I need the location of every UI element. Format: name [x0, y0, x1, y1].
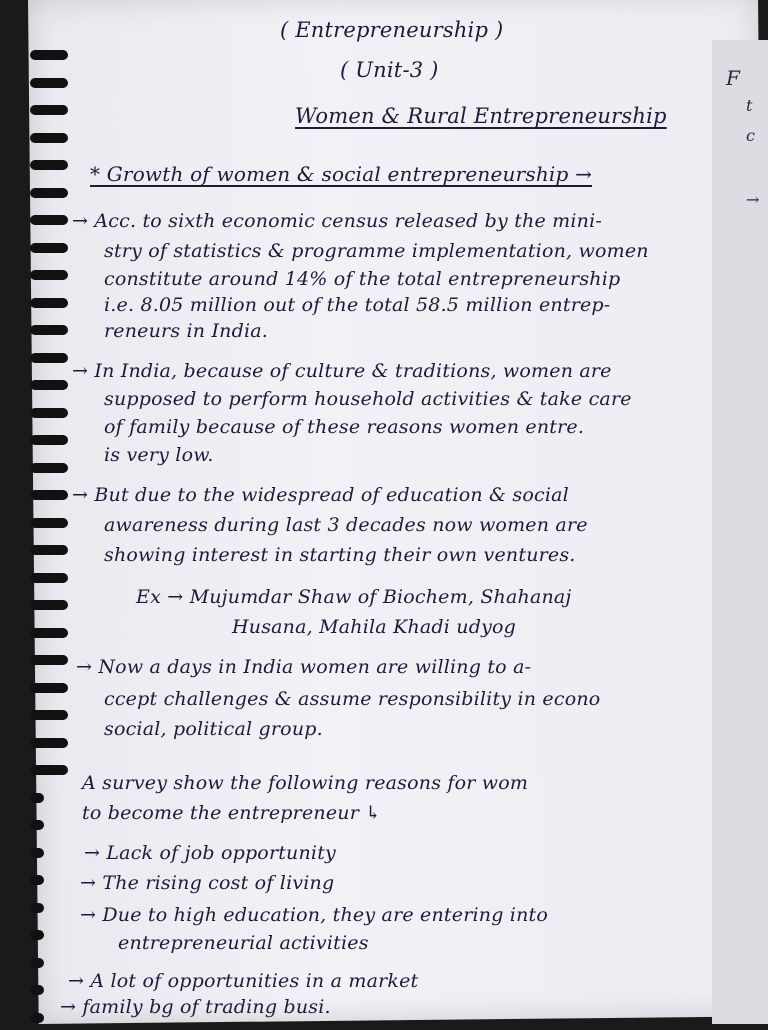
unit-label: ( Unit-3 )	[340, 58, 439, 82]
spiral-ring	[30, 1013, 44, 1023]
point1-line3: constitute around 14% of the total entrepreneurship	[104, 268, 621, 290]
example-line2: Husana, Mahila Khadi udyog	[232, 616, 517, 638]
point1-line1: → Acc. to sixth economic census released by the mini-	[72, 210, 602, 232]
spiral-ring	[30, 710, 68, 720]
spiral-ring	[30, 215, 68, 225]
spiral-ring	[30, 600, 68, 610]
survey-intro-line2: to become the entrepreneur ↳	[82, 802, 382, 824]
point2-line1: → In India, because of culture & traditions, women are	[72, 360, 612, 382]
point2-line4: is very low.	[104, 444, 214, 466]
spiral-ring	[30, 930, 44, 940]
margin-letter-t: t	[746, 96, 753, 115]
spiral-ring	[30, 50, 68, 60]
spiral-ring	[30, 628, 68, 638]
point2-line2: supposed to perform household activities & take care	[104, 388, 632, 410]
spiral-ring	[30, 683, 68, 693]
next-page-edge	[712, 40, 768, 1024]
reason-4: → A lot of opportunities in a market	[68, 970, 419, 992]
spiral-ring	[30, 738, 68, 748]
point3-line2: awareness during last 3 decades now women are	[104, 514, 588, 536]
spiral-ring	[30, 820, 44, 830]
topic-title: Women & Rural Entrepreneurship	[295, 104, 667, 128]
point4-line1: → Now a days in India women are willing to a-	[76, 656, 532, 678]
spiral-ring	[30, 270, 68, 280]
spiral-ring	[30, 765, 68, 775]
point4-line2: ccept challenges & assume responsibility in econo	[104, 688, 601, 710]
point3-line1: → But due to the widespread of education & social	[72, 484, 569, 506]
reason-3-cont: entrepreneurial activities	[118, 932, 369, 954]
reason-1: → Lack of job opportunity	[84, 842, 336, 864]
section-heading: * Growth of women & social entrepreneurship →	[90, 162, 593, 186]
spiral-ring	[30, 655, 68, 665]
point1-line5: reneurs in India.	[104, 320, 269, 342]
spiral-ring	[30, 105, 68, 115]
spiral-ring	[30, 903, 44, 913]
spiral-ring	[30, 793, 44, 803]
margin-letter-f: F	[726, 66, 740, 90]
survey-intro-line1: A survey show the following reasons for wom	[82, 772, 529, 794]
spiral-ring	[30, 380, 68, 390]
spiral-ring	[30, 243, 68, 253]
spiral-ring	[30, 435, 68, 445]
spiral-ring	[30, 298, 68, 308]
spiral-ring	[30, 133, 68, 143]
spiral-ring	[30, 160, 68, 170]
spiral-ring	[30, 188, 68, 198]
spiral-ring	[30, 958, 44, 968]
spiral-ring	[30, 353, 68, 363]
spiral-ring	[30, 573, 68, 583]
example-line1: Ex → Mujumdar Shaw of Biochem, Shahanaj	[136, 586, 572, 608]
reason-3: → Due to high education, they are entering into	[80, 904, 548, 926]
spiral-ring	[30, 518, 68, 528]
spiral-ring	[30, 490, 68, 500]
point1-line2: stry of statistics & programme implementation, women	[104, 240, 649, 262]
spiral-ring	[30, 325, 68, 335]
point1-line4: i.e. 8.05 million out of the total 58.5 million entrep-	[104, 294, 611, 316]
spiral-ring	[30, 78, 68, 88]
reason-5: → family bg of trading busi.	[60, 996, 331, 1018]
subject-title: ( Entrepreneurship )	[280, 18, 504, 42]
spiral-ring	[30, 875, 44, 885]
spiral-ring	[30, 848, 44, 858]
spiral-ring	[30, 408, 68, 418]
spiral-binding	[30, 50, 70, 1030]
reason-2: → The rising cost of living	[80, 872, 335, 894]
point3-line3: showing interest in starting their own ventures.	[104, 544, 576, 566]
point2-line3: of family because of these reasons women entre.	[104, 416, 585, 438]
spiral-ring	[30, 545, 68, 555]
margin-arrow: →	[746, 190, 760, 209]
spiral-ring	[30, 463, 68, 473]
notebook-page	[28, 0, 768, 1024]
margin-letter-c: c	[746, 126, 755, 145]
spiral-ring	[30, 985, 44, 995]
point4-line3: social, political group.	[104, 718, 323, 740]
